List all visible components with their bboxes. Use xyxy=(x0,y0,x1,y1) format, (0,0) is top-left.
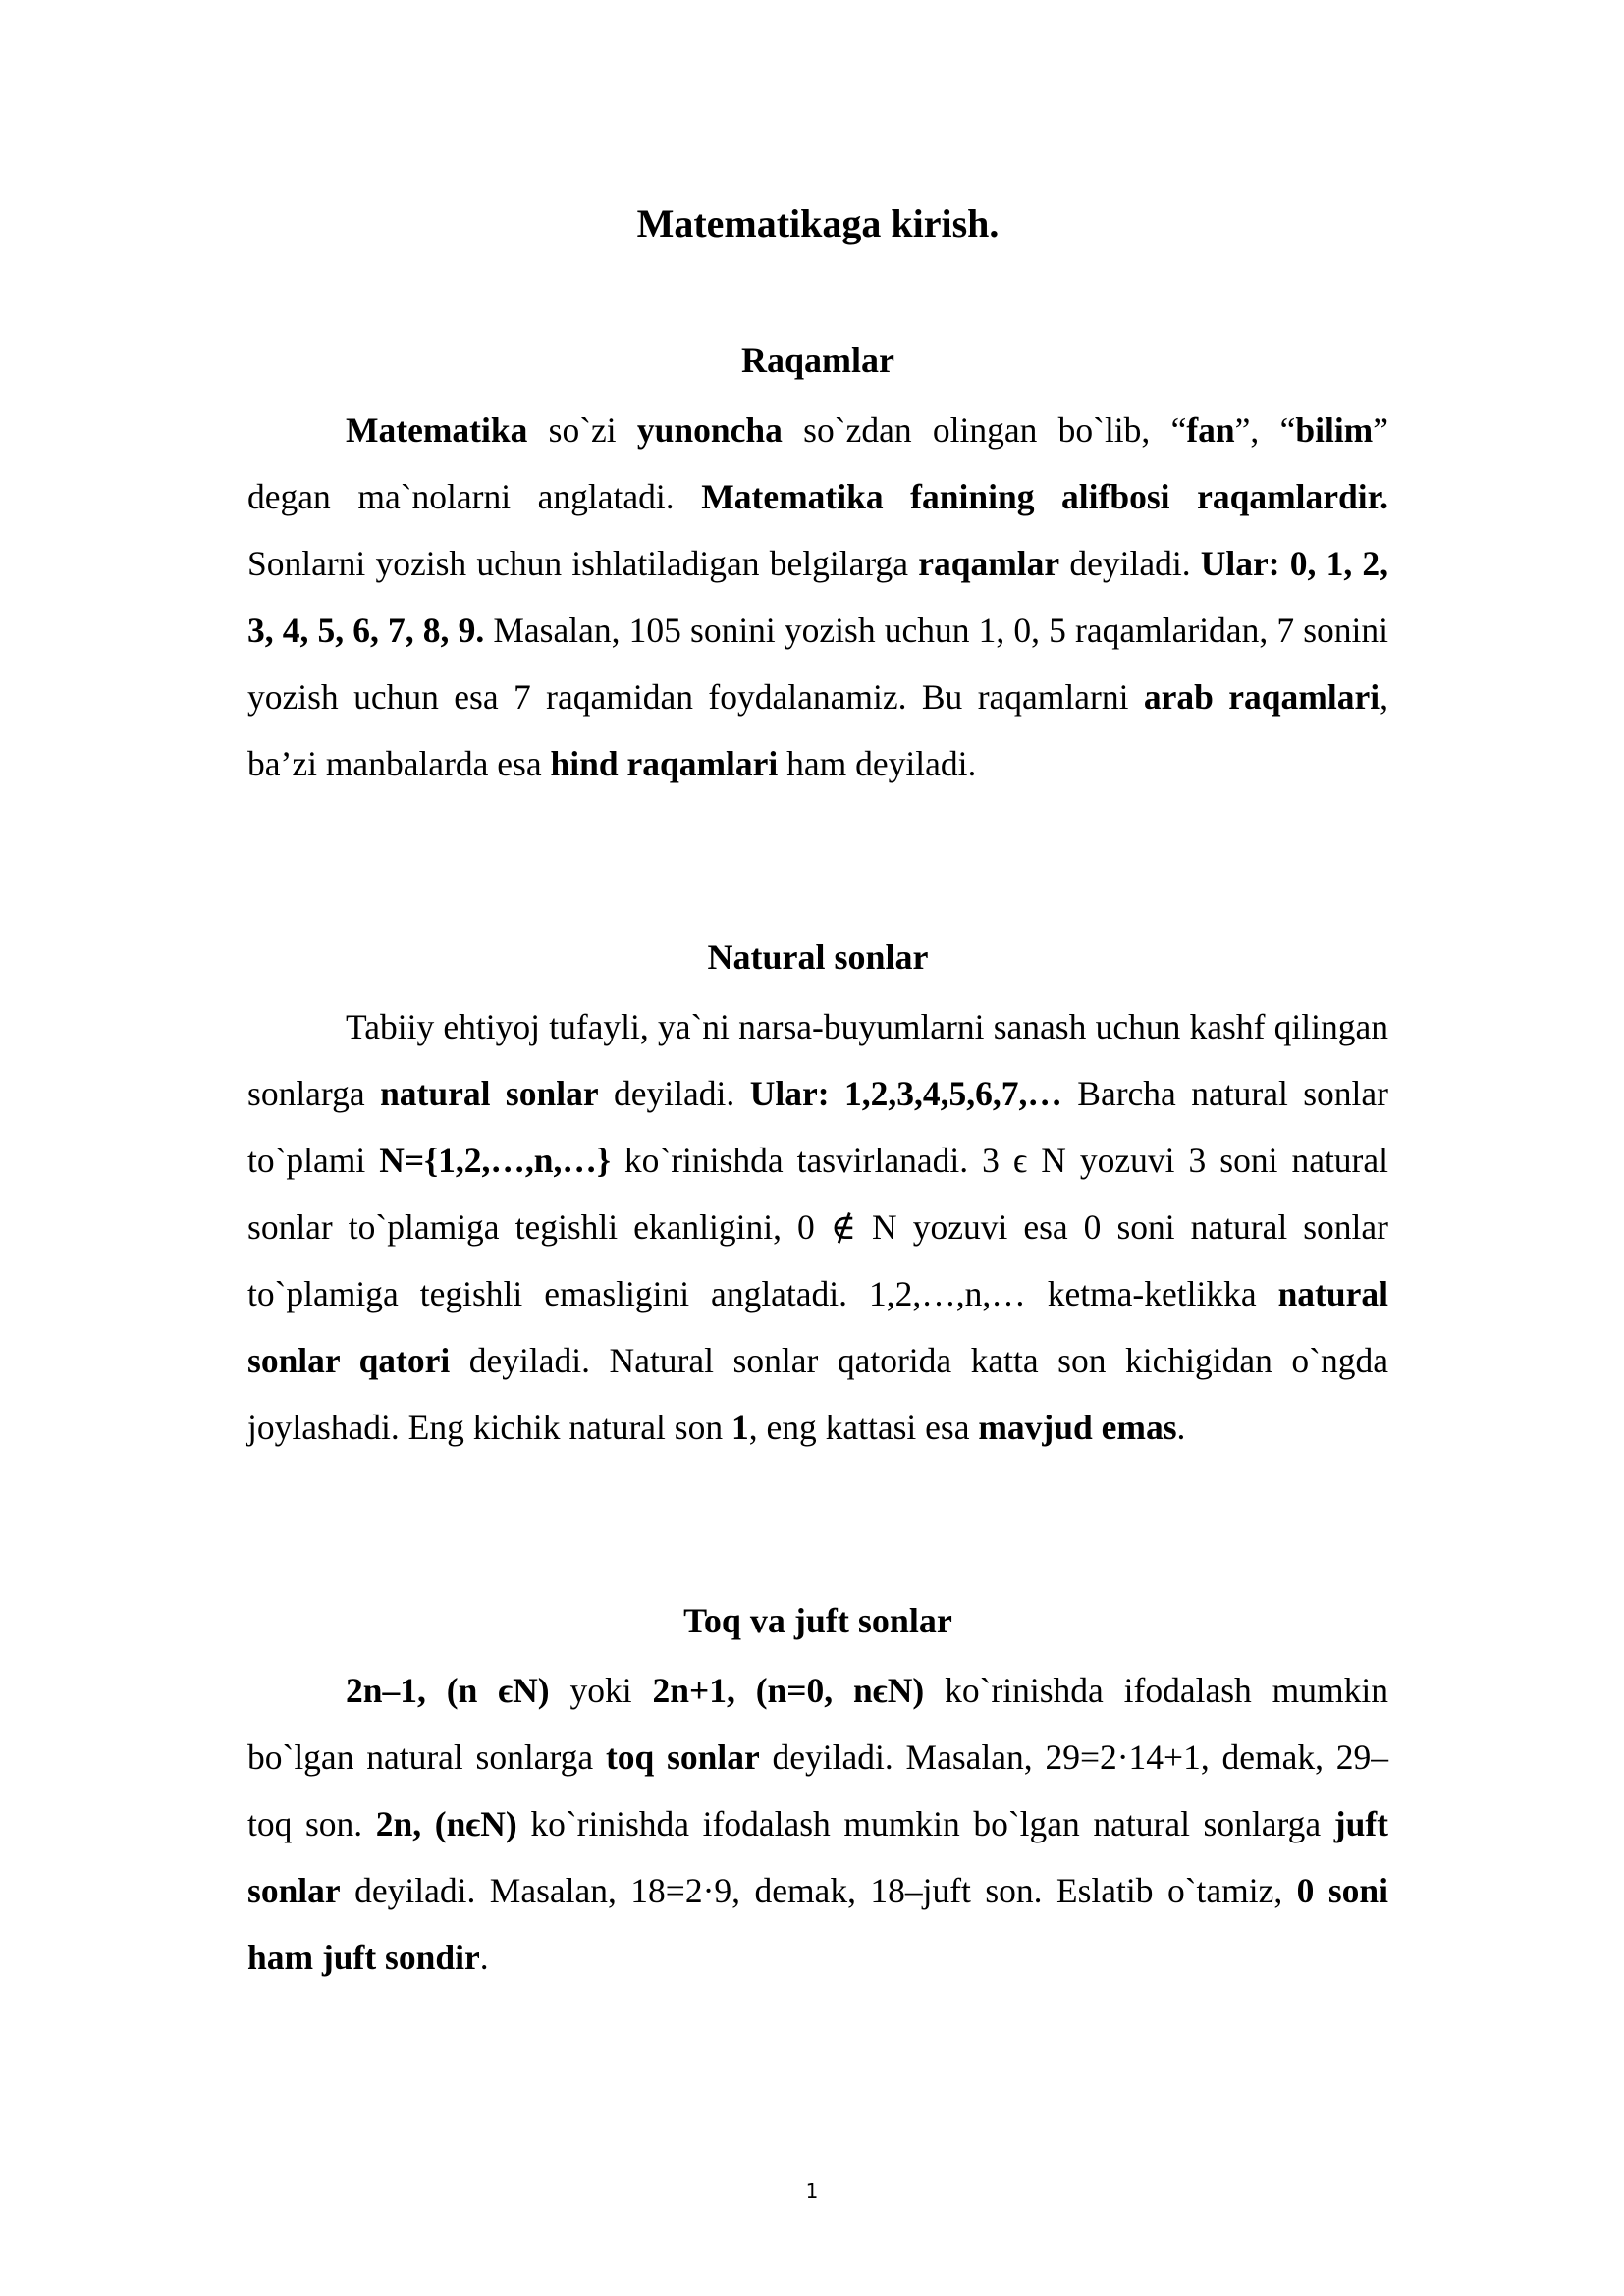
bold-text-run: 2n–1, (n ϵN) xyxy=(346,1671,550,1710)
bold-text-run: raqamlar xyxy=(918,544,1060,583)
text-run: yoki xyxy=(549,1671,653,1710)
bold-text-run: natural sonlar qatori xyxy=(247,1274,1388,1380)
section-paragraph-raqamlar xyxy=(247,397,1388,797)
text-run: , eng kattasi esa xyxy=(748,1408,979,1447)
page-number: 1 xyxy=(805,2179,819,2203)
text-run: Masalan, 105 sonini yozish uchun 1, 0, 5 raqamlaridan, 7 sonini yozish uchun esa 7 raqamidan foydalanamiz. Bu raqamlarni xyxy=(247,611,1389,717)
text-run: so`zi xyxy=(527,410,637,450)
bold-text-run: 2n+1, (n=0, nϵN) xyxy=(652,1671,925,1710)
document-title: Matematikaga kirish. xyxy=(636,201,1000,245)
bold-text-run: yunoncha xyxy=(636,410,783,450)
text-run: ”, “ xyxy=(1234,410,1296,450)
section-heading-natural-sonlar: Natural sonlar xyxy=(707,937,929,977)
text-run: Barcha natural sonlar to`plami xyxy=(247,1074,1388,1180)
text-run: ham deyiladi. xyxy=(778,744,977,783)
section-paragraph-natural-sonlar xyxy=(247,993,1388,1461)
bold-text-run: hind raqamlari xyxy=(550,744,779,783)
bold-text-run: mavjud emas xyxy=(978,1408,1177,1447)
bold-text-run: 0 soni ham juft sondir xyxy=(247,1871,1389,1977)
bold-text-run: Matematika xyxy=(346,410,528,450)
bold-text-run: toq sonlar xyxy=(605,1737,760,1777)
bold-text-run: bilim xyxy=(1295,410,1374,450)
section-heading-toq-va-juft-sonlar: Toq va juft sonlar xyxy=(683,1601,952,1640)
bold-text-run: natural sonlar xyxy=(380,1074,599,1113)
text-run: deyiladi. Masalan, 29=2·14+1, demak, 29–toq son. xyxy=(247,1737,1389,1843)
text-run: ” degan ma`nolarni anglatadi. xyxy=(247,410,1389,516)
text-run: so`zdan olingan bo`lib, “ xyxy=(782,410,1187,450)
text-run: . xyxy=(479,1938,489,1977)
text-run: ko`rinishda ifodalash mumkin bo`lgan natural sonlarga xyxy=(247,1671,1388,1777)
text-run: ko`rinishda tasvirlanadi. 3 ϵ N yozuvi 3 soni natural sonlar to`plamiga tegishli ekanligini, 0 ∉ N yozuvi esa 0 soni natural sonlar to`plamiga tegishli emasligini anglatadi. 1,2,…,n,… ketma-ketlikka xyxy=(247,1141,1389,1313)
text-run: deyiladi. Masalan, 18=2·9, demak, 18–juft son. Eslatib o`tamiz, xyxy=(340,1871,1297,1910)
bold-text-run: Matematika fanining alifbosi raqamlardir. xyxy=(701,477,1388,516)
bold-text-run: fan xyxy=(1186,410,1235,450)
text-run: deyiladi. xyxy=(1059,544,1201,583)
bold-text-run: juft sonlar xyxy=(247,1804,1388,1910)
bold-text-run: N={1,2,…,n,…} xyxy=(379,1141,611,1180)
bold-text-run: 2n, (nϵN) xyxy=(375,1804,517,1843)
bold-text-run: Ular: 1,2,3,4,5,6,7,… xyxy=(749,1074,1062,1113)
bold-text-run: 1 xyxy=(731,1408,749,1447)
text-run: Tabiiy ehtiyoj tufayli, ya`ni narsa-buyumlarni sanash uchun kashf qilingan sonlarga xyxy=(247,1007,1388,1113)
text-run: . xyxy=(1176,1408,1186,1447)
text-run: deyiladi. Natural sonlar qatorida katta son kichigidan o`ngda joylashadi. Eng kichik natural son xyxy=(247,1341,1388,1447)
text-run: deyiladi. xyxy=(598,1074,750,1113)
text-run: Sonlarni yozish uchun ishlatiladigan belgilarga xyxy=(247,544,919,583)
bold-text-run: Ular: 0, 1, 2, 3, 4, 5, 6, 7, 8, 9. xyxy=(247,544,1388,650)
section-paragraph-toq-va-juft-sonlar xyxy=(247,1657,1388,1991)
bold-text-run: arab raqamlari xyxy=(1143,677,1380,717)
section-heading-raqamlar: Raqamlar xyxy=(741,341,894,380)
text-run: ko`rinishda ifodalash mumkin bo`lgan natural sonlarga xyxy=(516,1804,1334,1843)
text-run: , ba’zi manbalarda esa xyxy=(247,677,1388,783)
